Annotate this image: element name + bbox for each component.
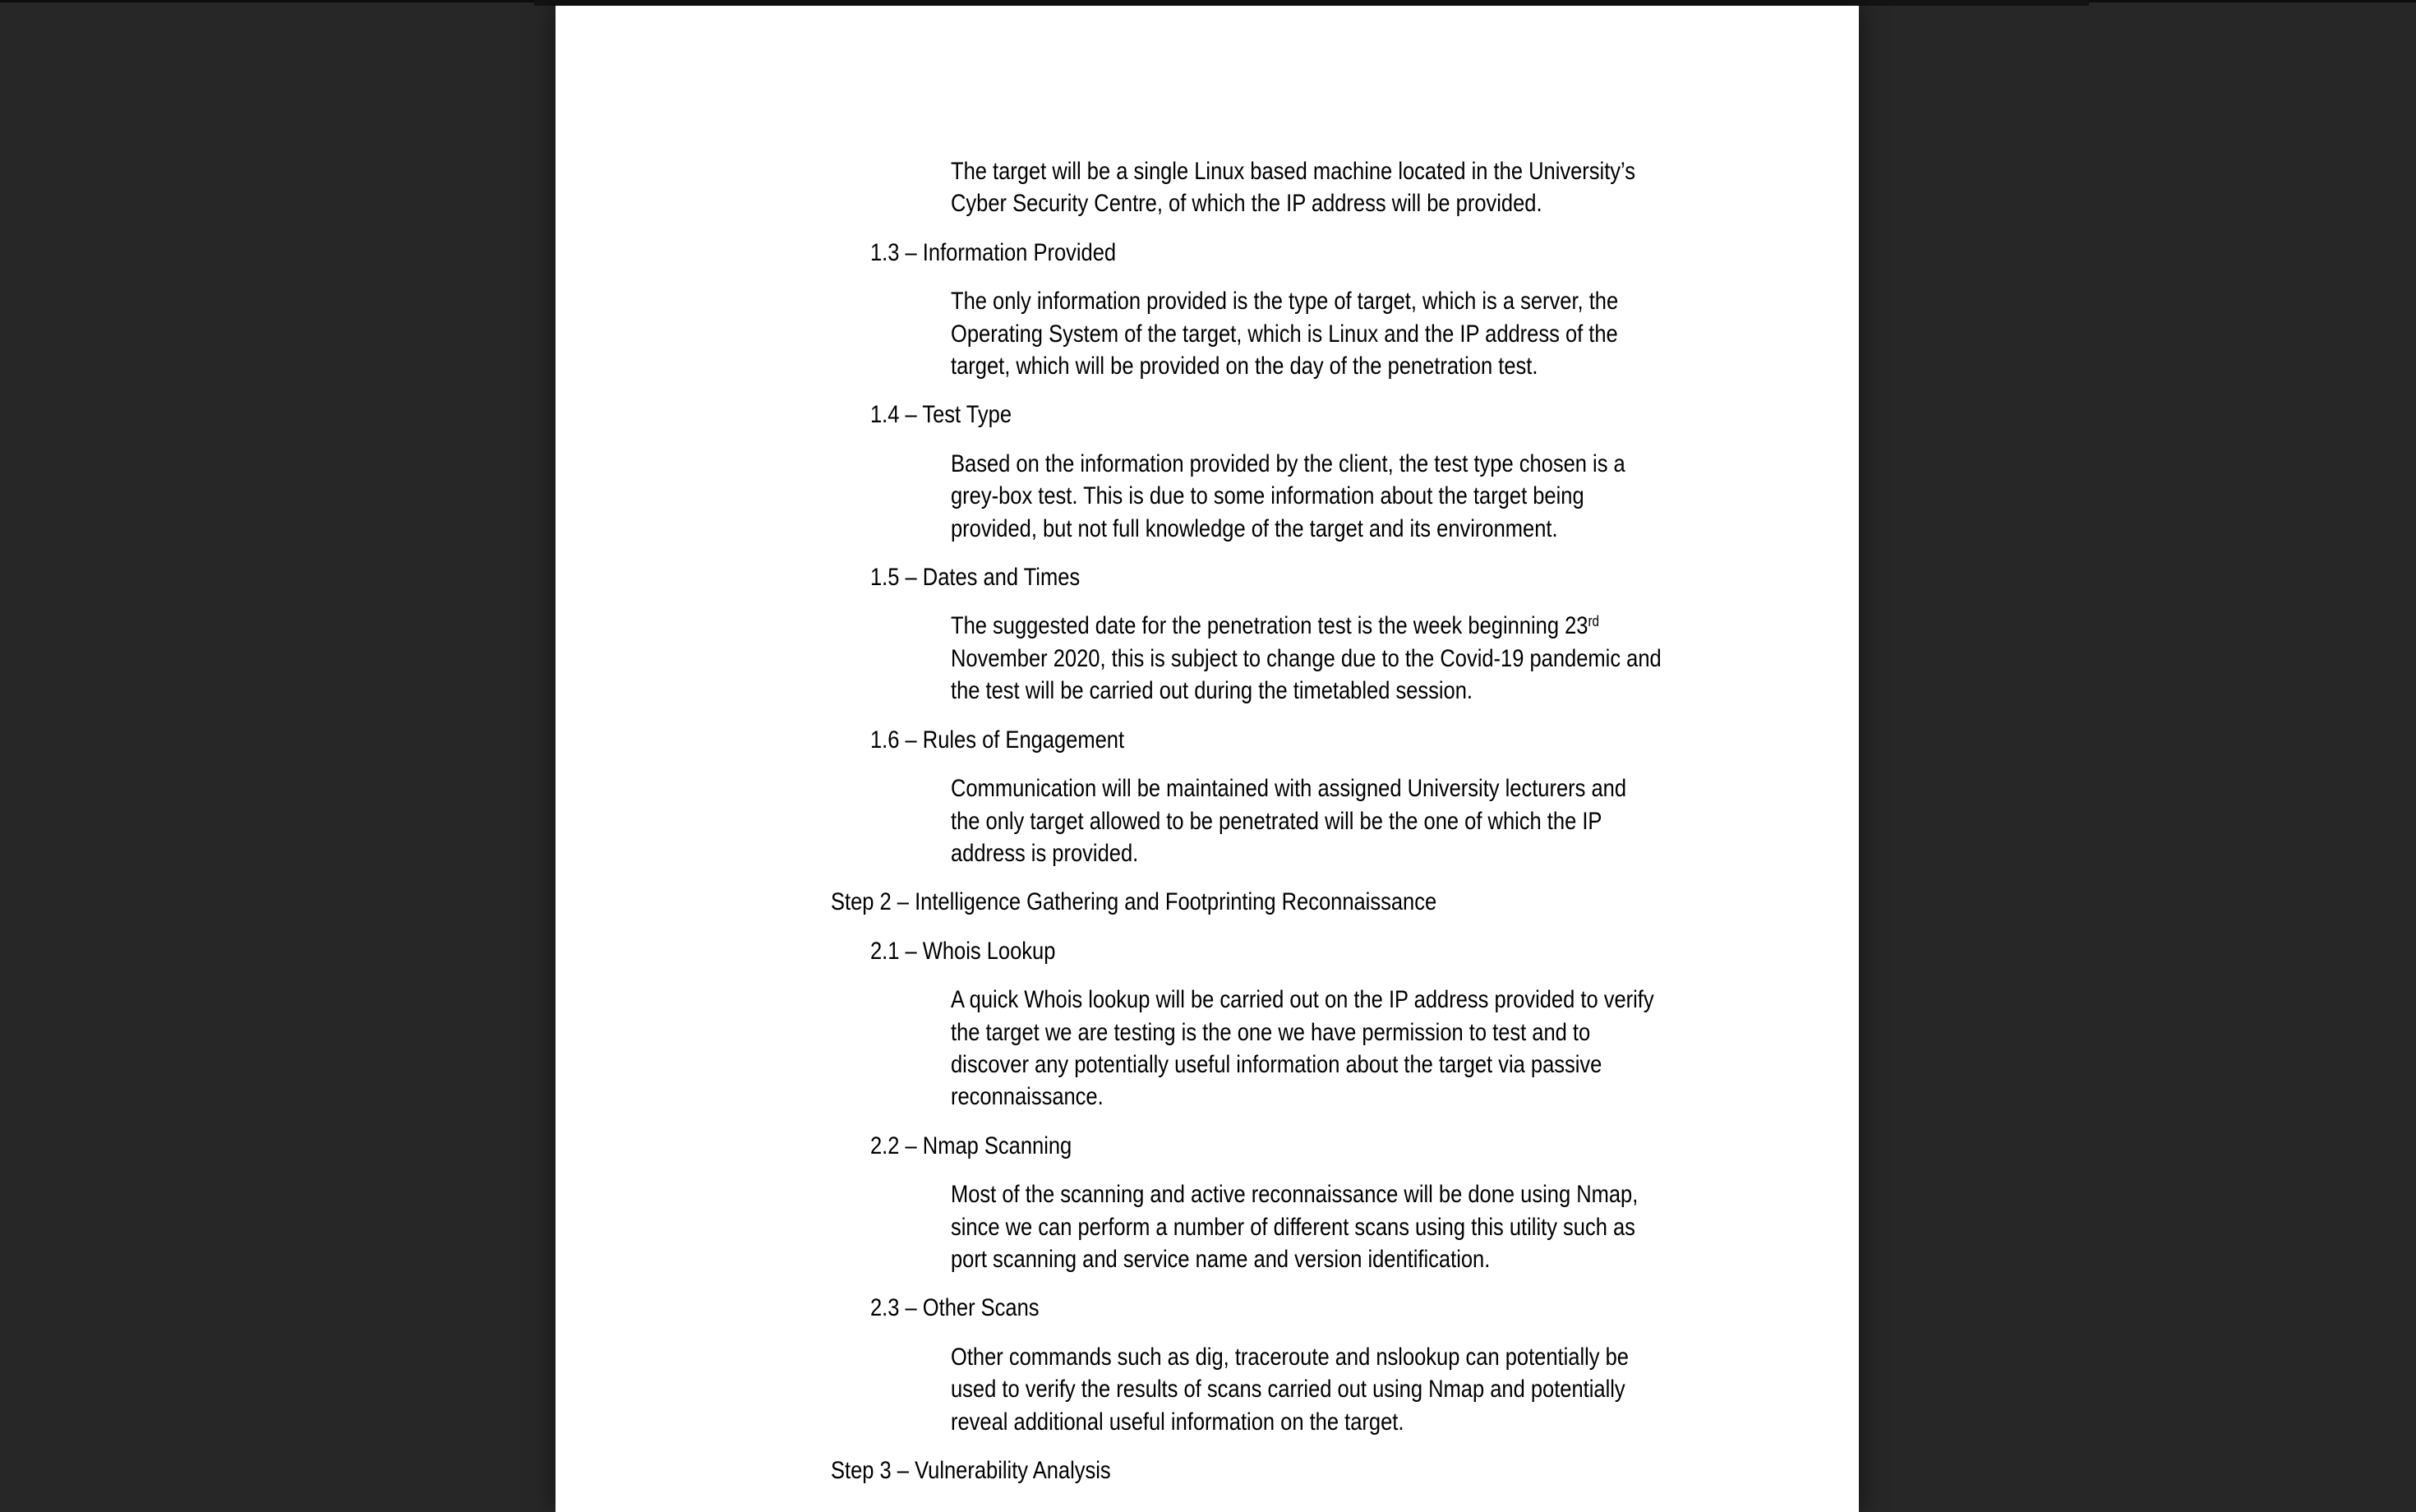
- section-heading: [870, 1130, 1859, 1162]
- section-heading: [870, 1292, 1859, 1324]
- text-line: 2.3 – Other Scans: [870, 1294, 1040, 1322]
- section-heading: [831, 886, 1859, 918]
- paragraph: [951, 772, 1859, 869]
- document-page-content: [556, 155, 1859, 1503]
- text-line: address is provided.: [951, 839, 1139, 867]
- section-heading: [870, 399, 1859, 431]
- text-line: Step 3 – Vulnerability Analysis: [831, 1457, 1111, 1484]
- paragraph: [951, 1341, 1859, 1438]
- text-line: since we can perform a number of different scans using this utility such as: [951, 1213, 1635, 1241]
- text-line: November 2020, this is subject to change due to the Covid-19 pandemic and: [951, 644, 1662, 672]
- paragraph: [951, 610, 1859, 707]
- text-line: discover any potentially useful information about the target via passive: [951, 1050, 1602, 1078]
- text-line: Based on the information provided by the client, the test type chosen is a: [951, 449, 1625, 477]
- text-line: 2.2 – Nmap Scanning: [870, 1132, 1072, 1159]
- text-line: Other commands such as dig, traceroute and nslookup can potentially be: [951, 1343, 1629, 1371]
- text-line: the only target allowed to be penetrated will be the one of which the IP: [951, 807, 1602, 835]
- superscript: rd: [1588, 613, 1600, 630]
- paragraph: [951, 1178, 1859, 1275]
- text-line: The only information provided is the type of target, which is a server, the: [951, 288, 1619, 316]
- text-line: port scanning and service name and version identification.: [951, 1245, 1491, 1273]
- text-line: Most of the scanning and active reconnaissance will be done using Nmap,: [951, 1181, 1639, 1209]
- text-line: Operating System of the target, which is Linux and the IP address of the: [951, 320, 1618, 348]
- paragraph: [951, 285, 1859, 382]
- text-line: 2.1 – Whois Lookup: [870, 937, 1056, 965]
- paragraph: [951, 984, 1859, 1113]
- text-line: Cyber Security Centre, of which the IP address will be provided.: [951, 190, 1542, 218]
- section-heading: [870, 561, 1859, 593]
- text-line: 1.5 – Dates and Times: [870, 564, 1081, 592]
- document-page[interactable]: [556, 6, 1859, 1512]
- paragraph: [951, 448, 1859, 545]
- section-heading: [831, 1454, 1859, 1487]
- section-heading: [870, 724, 1859, 756]
- text-line: Communication will be maintained with assigned University lecturers and: [951, 775, 1627, 803]
- text-line: The target will be a single Linux based machine located in the University’s: [951, 158, 1635, 185]
- text-line: target, which will be provided on the day of the penetration test.: [951, 353, 1538, 380]
- text-line: provided, but not full knowledge of the target and its environment.: [951, 514, 1558, 542]
- text-run: The suggested date for the penetration test is the week beginning 23: [951, 612, 1588, 640]
- text-line: 1.3 – Information Provided: [870, 238, 1117, 266]
- text-line: A quick Whois lookup will be carried out on the IP address provided to verify: [951, 986, 1654, 1014]
- text-line: reveal additional useful information on the target.: [951, 1408, 1404, 1436]
- text-line: 1.6 – Rules of Engagement: [870, 726, 1125, 754]
- text-line: 1.4 – Test Type: [870, 401, 1012, 429]
- text-line: the test will be carried out during the timetabled session.: [951, 677, 1473, 705]
- text-line: used to verify the results of scans carried out using Nmap and potentially: [951, 1376, 1625, 1404]
- text-line: reconnaissance.: [951, 1083, 1104, 1111]
- viewer-top-bar: [534, 0, 2089, 6]
- text-line: [951, 610, 1722, 642]
- text-line: Step 2 – Intelligence Gathering and Footprinting Reconnaissance: [831, 888, 1437, 916]
- text-line: grey-box test. This is due to some information about the target being: [951, 482, 1584, 510]
- section-heading: [870, 237, 1859, 269]
- paragraph: [951, 155, 1859, 220]
- text-line: the target we are testing is the one we have permission to test and to: [951, 1018, 1591, 1046]
- section-heading: [870, 935, 1859, 967]
